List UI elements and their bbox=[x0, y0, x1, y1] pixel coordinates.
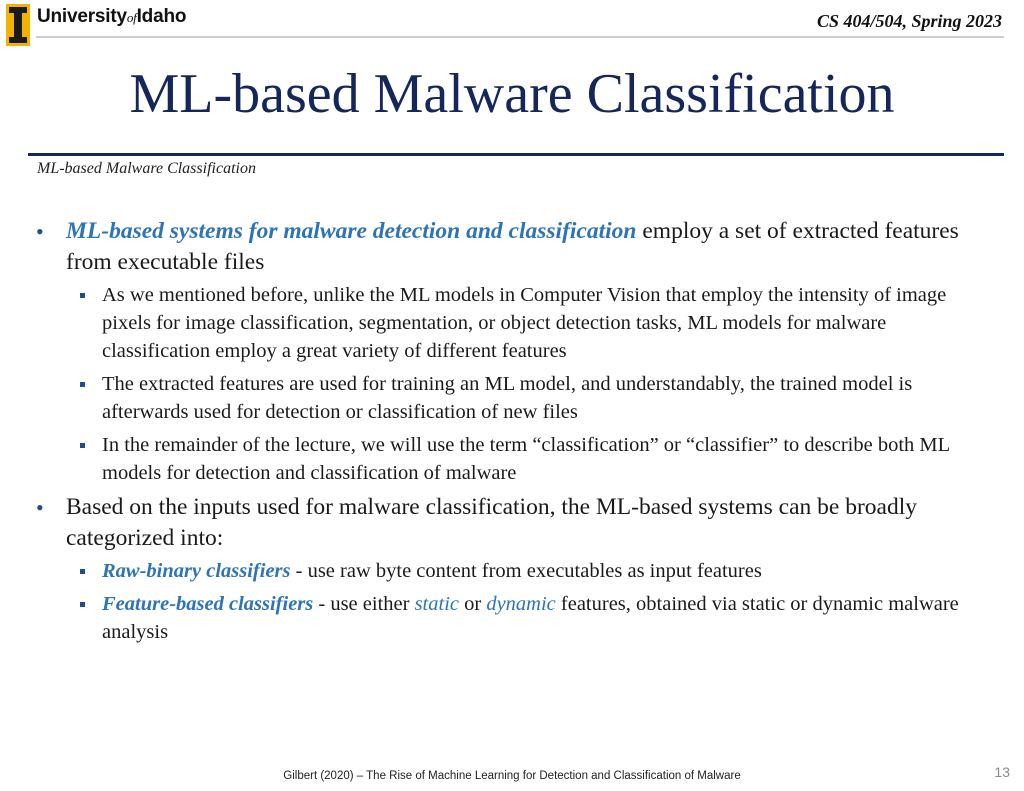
square-bullet-icon bbox=[80, 443, 85, 448]
sub-bullet-text: or bbox=[459, 593, 487, 615]
sub-bullet-terminology bbox=[36, 431, 986, 487]
slide-content bbox=[36, 216, 986, 651]
sub-bullet-feature-based bbox=[36, 590, 986, 646]
highlight-feature-based: Feature-based classifiers bbox=[102, 593, 314, 615]
bullet-categorization bbox=[36, 492, 986, 554]
header-divider bbox=[36, 36, 1004, 38]
citation-footer: Gilbert (2020) – The Rise of Machine Learning for Detection and Classification of Malware bbox=[283, 770, 741, 782]
slide-title: ML-based Malware Classification bbox=[129, 63, 895, 125]
university-logo-icon bbox=[6, 4, 30, 46]
term-static: static bbox=[414, 593, 459, 615]
highlight-ml-systems: ML-based systems for malware detection and classification bbox=[66, 218, 637, 244]
term-dynamic: dynamic bbox=[486, 593, 556, 615]
page-number: 13 bbox=[994, 764, 1010, 780]
bullet-text: employ a set of extracted features from executable files bbox=[66, 218, 959, 275]
course-label: CS 404/504, Spring 2023 bbox=[816, 11, 1002, 31]
sub-bullet-raw-binary bbox=[36, 557, 986, 585]
title-divider bbox=[28, 153, 1004, 156]
university-brand bbox=[37, 6, 186, 28]
brand-suffix: Idaho bbox=[136, 6, 187, 27]
sub-bullet-text: In the remainder of the lecture, we will use the term “classification” or “classifier” to describe both ML models for detection and classification of malware bbox=[102, 434, 950, 484]
brand-prefix: University bbox=[37, 6, 127, 27]
bullet-ml-systems bbox=[36, 216, 986, 278]
square-bullet-icon bbox=[80, 569, 85, 574]
square-bullet-icon bbox=[80, 602, 85, 607]
square-bullet-icon bbox=[80, 382, 85, 387]
sub-bullet-text: - use raw byte content from executables as input features bbox=[290, 560, 762, 582]
slide-subtitle: ML-based Malware Classification bbox=[37, 160, 256, 177]
bullet-text: Based on the inputs used for malware classification, the ML-based systems can be broadly categorized into: bbox=[66, 494, 917, 551]
sub-bullet-computer-vision bbox=[36, 281, 986, 365]
square-bullet-icon bbox=[80, 293, 85, 298]
highlight-raw-binary: Raw-binary classifiers bbox=[102, 560, 291, 582]
sub-bullet-text: The extracted features are used for training an ML model, and understandably, the trained model is afterwards used for detection or classification of new files bbox=[102, 373, 913, 423]
sub-bullet-training bbox=[36, 370, 986, 426]
sub-bullet-text: As we mentioned before, unlike the ML models in Computer Vision that employ the intensity of image pixels for image classification, segmentation, or object detection tasks, ML models for malware classification employ a great variety of different features bbox=[102, 284, 947, 362]
brand-of: of bbox=[126, 10, 137, 25]
sub-bullet-text: - use either bbox=[313, 593, 415, 615]
sub-bullet-text: features, obtained via static or dynamic malware analysis bbox=[102, 593, 959, 643]
